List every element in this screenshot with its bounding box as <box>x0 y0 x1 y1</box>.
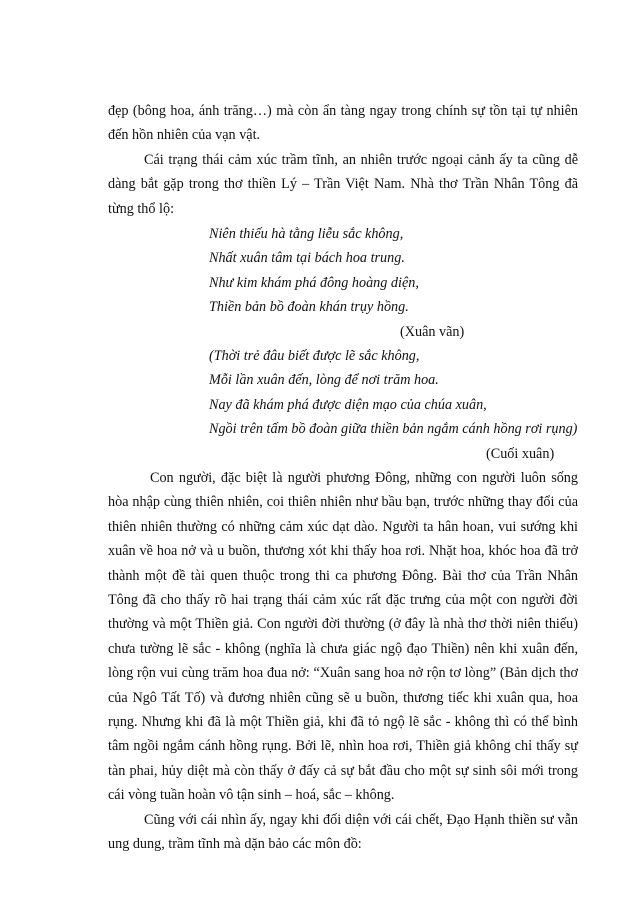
paragraph-3 <box>108 466 578 808</box>
poem-line: Ngồi trên tấm bồ đoàn giữa thiền bản ngắm cánh hồng rơi rụng) <box>209 421 578 438</box>
poem-line: Mỗi lần xuân đến, lòng để nơi trăm hoa. <box>209 372 439 389</box>
poem-line: Niên thiếu hà tằng liễu sắc không, <box>209 226 404 242</box>
paragraph-1 <box>108 99 578 148</box>
paragraph-text: Cũng với cái nhìn ấy, ngay khi đối diện với cái chết, Đạo Hạnh thiền sư vẫn ung dung, trầm tĩnh mà dặn bảo các môn đồ: <box>108 812 578 853</box>
paragraph-2 <box>108 148 578 221</box>
poem-translation <box>209 344 609 442</box>
paragraph-text: Con người, đặc biệt là người phương Đông, những con người luôn sống hòa nhập cùng thiên nhiên, coi thiên nhiên như bầu bạn, trước những thay đổi của thiên nhiên thường có những cảm xúc dạt dào. Người ta hân hoan, vui sướng khi xuân về hoa nở và u buồn, thương xót khi thấy hoa rơi. Nhặt hoa, khóc hoa đã trở thành một đề tài quen thuộc trong thi ca phương Đông. Bài thơ của Trần Nhân Tông đã cho thấy rõ hai trạng thái cảm xúc rất đặc trưng của một con người đời thường và một Thiền giả. Con người đời thường (ở đây là nhà thơ thời niên thiếu) chưa tường lẽ sắc - không (nghĩa là chưa giác ngộ đạo Thiền) nên khi xuân đến, lòng rộn vui cùng trăm hoa đua nở: “Xuân sang hoa nở rộn tơ lòng” (Bản dịch thơ của Ngô Tất Tố) và đương nhiên cũng sẽ u buồn, thương tiếc khi xuân qua, hoa rụng. Nhưng khi đã là một Thiền giả, khi đã tỏ ngộ lẽ sắc - không thì có thể bình tâm ngồi ngắm cánh hồng rụng. Bởi lẽ, nhìn hoa rơi, Thiền giả không chỉ thấy sự tàn phai, hủy diệt mà còn thấy ở đấy cả sự bắt đầu cho một sự sinh sôi mới trong cái vòng tuần hoàn vô tận sinh – hoá, sắc – không. <box>108 470 578 804</box>
poem-line: (Thời trẻ đâu biết được lẽ sắc không, <box>209 348 420 364</box>
poem-original <box>209 222 609 320</box>
poem-original-title: (Xuân vãn) <box>400 324 465 340</box>
poem-line: Như kim khám phá đông hoàng diện, <box>209 274 419 291</box>
poem-line: Thiền bản bồ đoàn khán trụy hồng. <box>209 299 409 316</box>
paragraph-4 <box>108 808 578 857</box>
poem-line: Nay đã khám phá được diện mạo của chúa xuân, <box>209 396 487 413</box>
poem-translation-title: (Cuối xuân) <box>486 446 555 462</box>
paragraph-text: Cái trạng thái cảm xúc trầm tĩnh, an nhiên trước ngoại cảnh ấy ta cũng dễ dàng bắt gặp trong thơ thiền Lý – Trần Việt Nam. Nhà thơ Trần Nhân Tông đã từng thổ lộ: <box>108 152 578 217</box>
paragraph-text: đẹp (bông hoa, ánh trăng…) mà còn ẩn tàng ngay trong chính sự tồn tại tự nhiên đến hồn nhiên của vạn vật. <box>108 103 578 144</box>
poem-line: Nhất xuân tâm tại bách hoa trung. <box>209 250 405 267</box>
